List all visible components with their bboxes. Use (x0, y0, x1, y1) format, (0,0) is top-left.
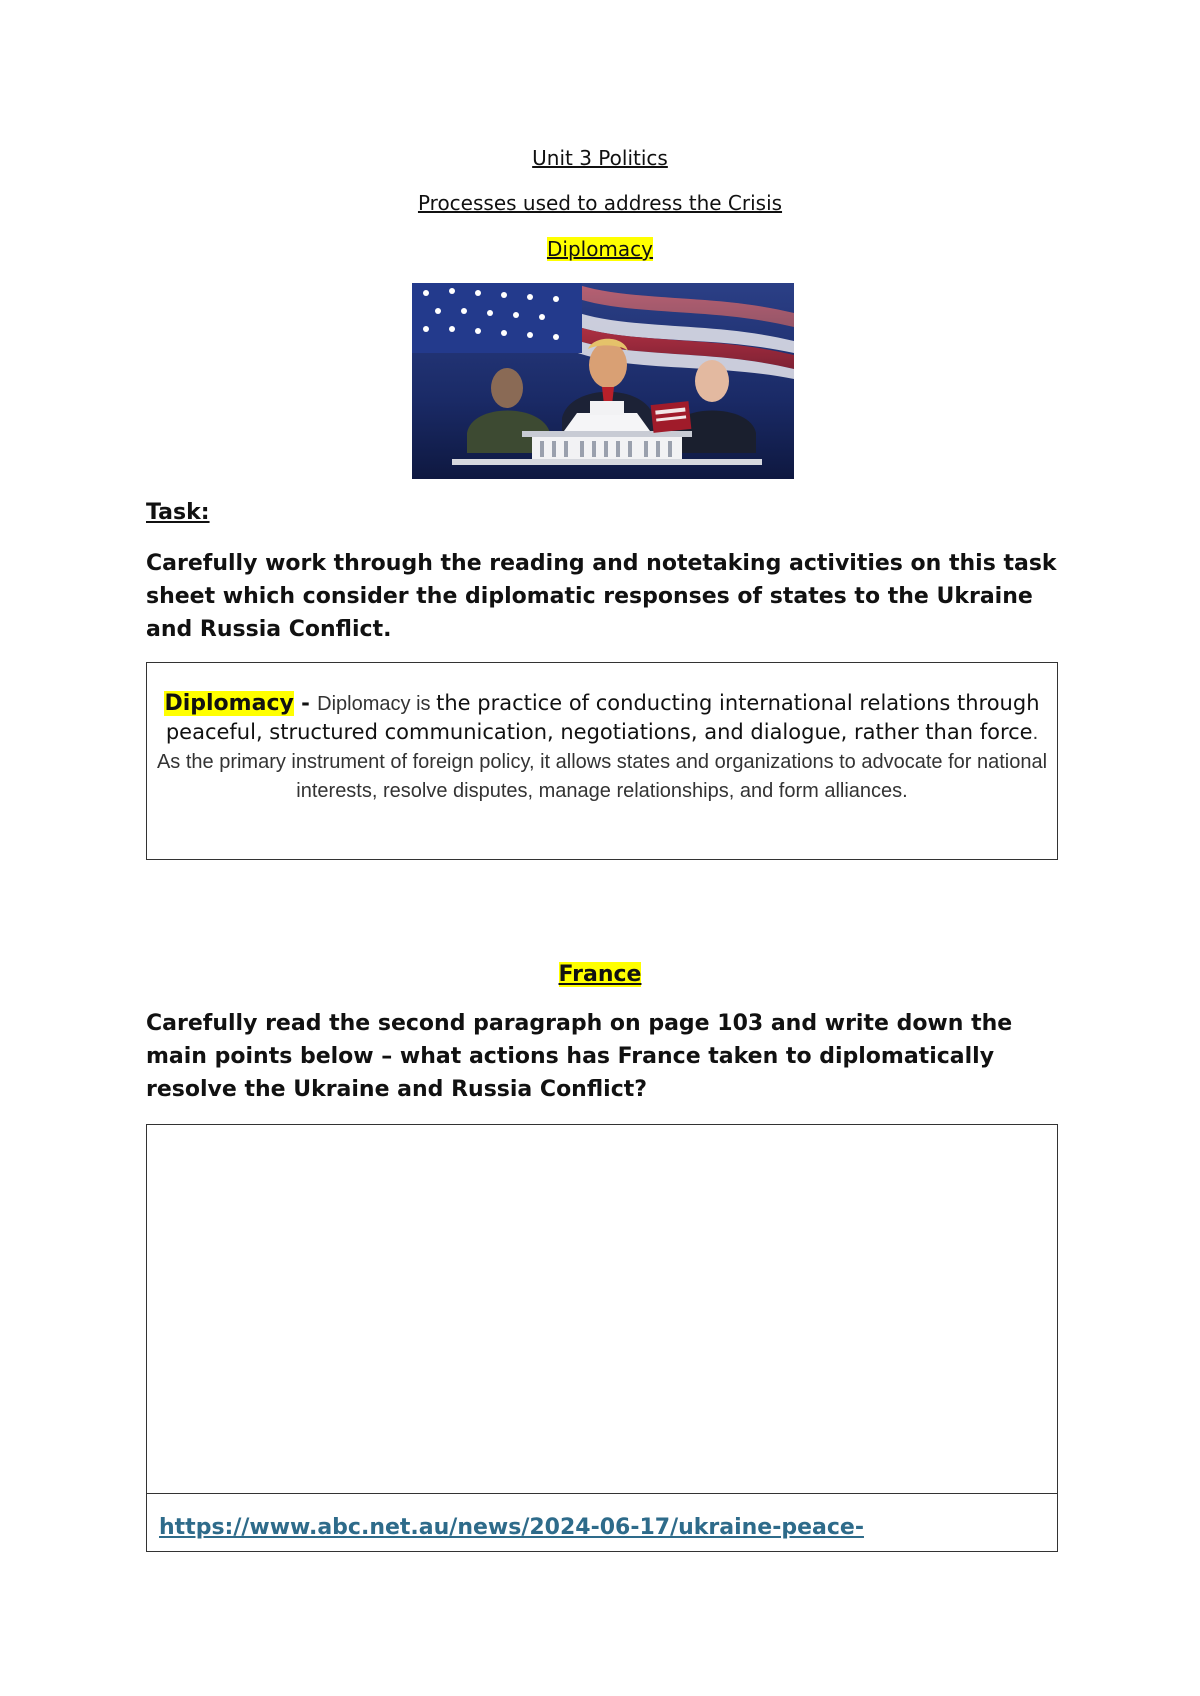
definition-term: Diplomacy (164, 691, 294, 716)
definition-part3: . As the primary instrument of foreign policy, it allows states and organizations to advocate for national interests, resolve disputes, manage relationships, and form alliances. (156, 722, 1048, 802)
task-label: Task: (146, 500, 210, 525)
source-link[interactable]: https://www.abc.net.au/news/2024-06-17/ukraine-peace- (159, 1515, 864, 1540)
definition-box (146, 662, 1058, 860)
task-instructions: Carefully work through the reading and notetaking activities on this task sheet which consider the diplomatic responses of states to the Ukraine and Russia Conflict. (146, 551, 1057, 642)
definition-part2: the practice of conducting international relations through peaceful, structured communication, negotiations, and dialogue, rather than force (165, 691, 1040, 744)
definition-text (155, 689, 1049, 805)
section-heading-france (0, 962, 1200, 987)
diplomacy-banner-image (412, 283, 794, 479)
section-heading-diplomacy (0, 237, 1200, 261)
page-title: Unit 3 Politics (532, 146, 668, 170)
page-subtitle: Processes used to address the Crisis (417, 191, 783, 215)
definition-part1: Diplomacy is (317, 693, 437, 715)
red-sign (651, 401, 692, 433)
answer-box[interactable] (146, 1124, 1058, 1552)
section-heading-label: Diplomacy (546, 237, 653, 261)
france-heading-label: France (558, 962, 642, 987)
definition-dash: - (293, 691, 318, 715)
france-question: Carefully read the second paragraph on page 103 and write down the main points below – what actions has France taken to diplomatically resolve the Ukraine and Russia Conflict? (146, 1011, 1013, 1102)
answer-box-divider (147, 1493, 1057, 1494)
